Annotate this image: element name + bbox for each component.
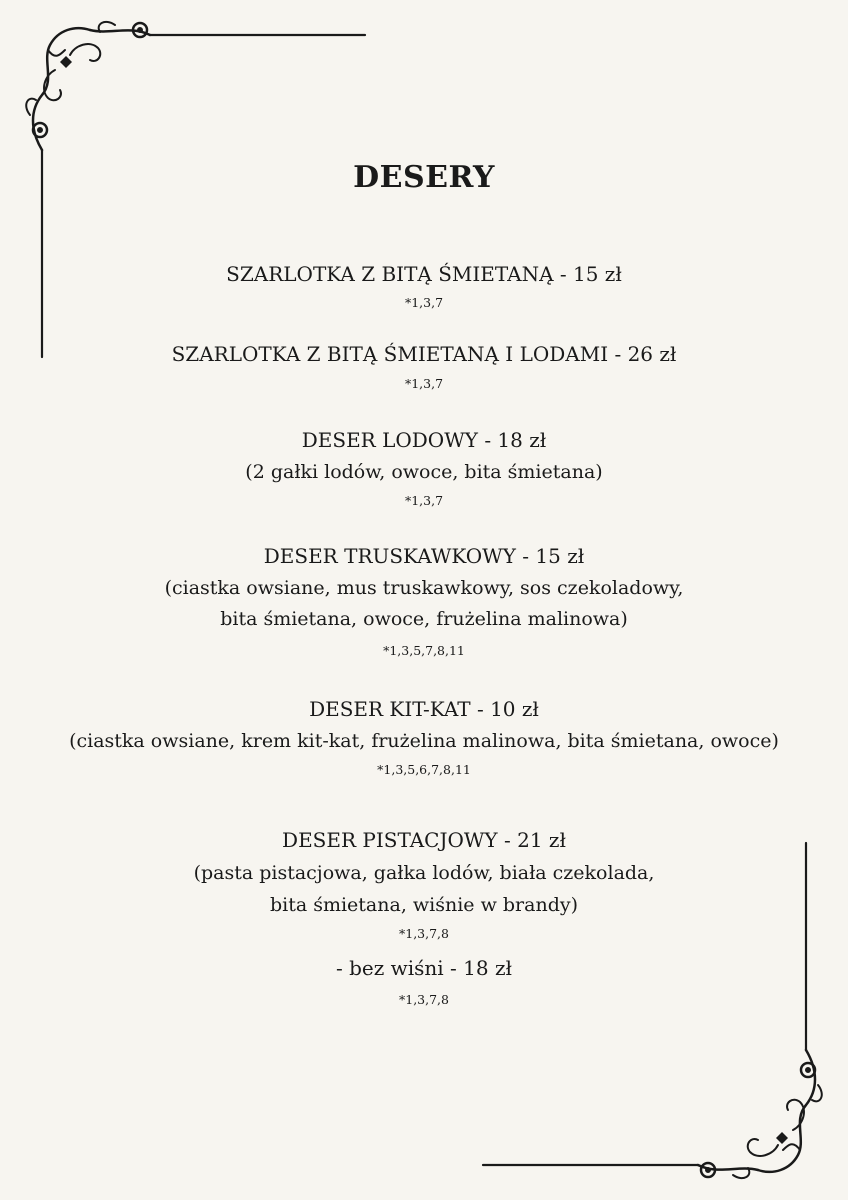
menu-item-description: (pasta pistacjowa, gałka lodów, biała czekolada, [193,862,655,884]
menu-item-name: SZARLOTKA Z BITĄ ŚMIETANĄ - 15 zł [226,262,622,286]
menu-item-variant-name: - bez wiśni - 18 zł [335,956,512,980]
menu-item-description: bita śmietana, owoce, frużelina malinowa) [220,608,628,630]
menu-item-description: bita śmietana, wiśnie w brandy) [269,894,579,916]
menu-item-allergens: *1,3,7 [404,493,444,508]
menu-item-description: (ciastka owsiane, krem kit-kat, frużelina malinowa, bita śmietana, owoce) [69,730,779,752]
menu-item-description: (2 gałki lodów, owoce, bita śmietana) [245,461,603,483]
menu-item-allergens: *1,3,7 [404,295,444,310]
menu-item-allergens: *1,3,7,8 [399,926,449,941]
menu-item-allergens: *1,3,7 [404,376,444,391]
menu-item-allergens: *1,3,5,6,7,8,11 [377,762,471,777]
menu-item-description: (ciastka owsiane, mus truskawkowy, sos czekoladowy, [164,577,684,599]
ornament-corner-bottom-right-icon [468,830,848,1200]
menu-item-allergens: *1,3,5,7,8,11 [383,643,465,658]
menu-item-name: DESER PISTACJOWY - 21 zł [282,828,566,852]
menu-item-name: SZARLOTKA Z BITĄ ŚMIETANĄ I LODAMI - 26 zł [171,342,677,366]
menu-item-name: DESER TRUSKAWKOWY - 15 zł [263,544,585,568]
menu-item-variant-allergens: *1,3,7,8 [399,992,449,1007]
page-title: DESERY [353,160,495,195]
menu-item-name: DESER KIT-KAT - 10 zł [309,697,539,721]
menu-item-name: DESER LODOWY - 18 zł [301,428,547,452]
